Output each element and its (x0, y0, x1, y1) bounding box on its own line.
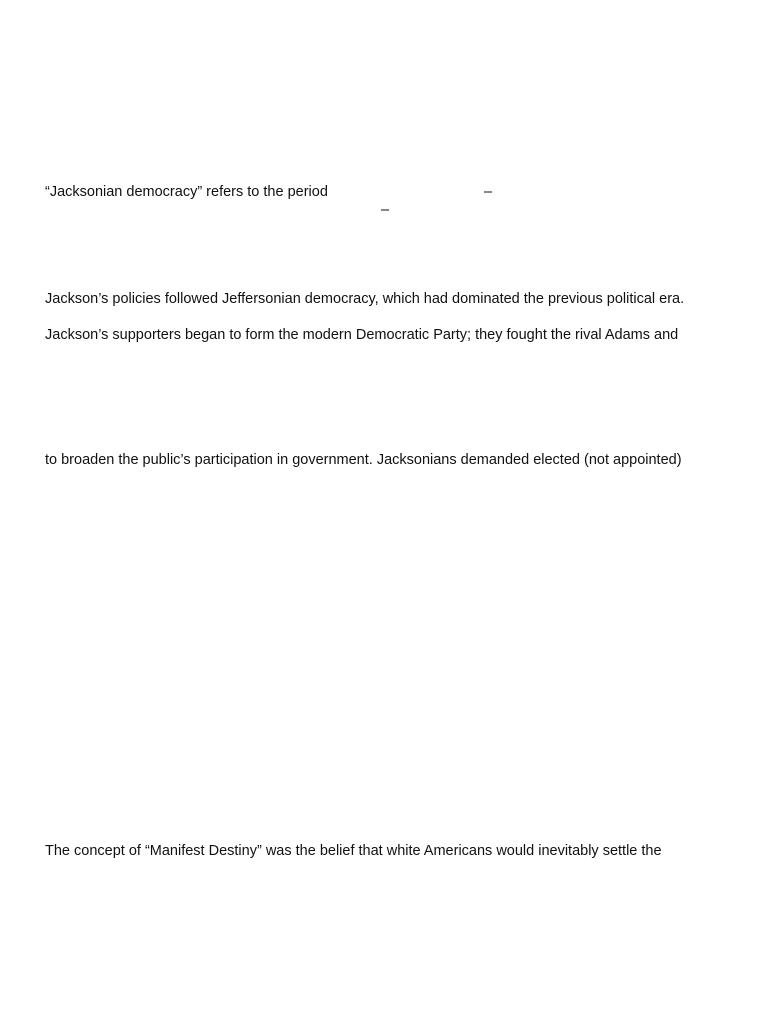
dash-mark: – (381, 202, 390, 218)
dash-mark: – (484, 184, 493, 200)
text-line-jacksonian-period: “Jacksonian democracy” refers to the period (45, 184, 328, 200)
text-line-manifest-destiny: The concept of “Manifest Destiny” was the belief that white Americans would inevitably settle the (45, 843, 662, 859)
text-line-policies: Jackson’s policies followed Jeffersonian democracy, which had dominated the previous political era. (45, 291, 685, 307)
text-line-supporters: Jackson’s supporters began to form the modern Democratic Party; they fought the rival Adams and (45, 327, 679, 343)
text-line-broaden: to broaden the public’s participation in government. Jacksonians demanded elected (not appointed) (45, 452, 682, 468)
